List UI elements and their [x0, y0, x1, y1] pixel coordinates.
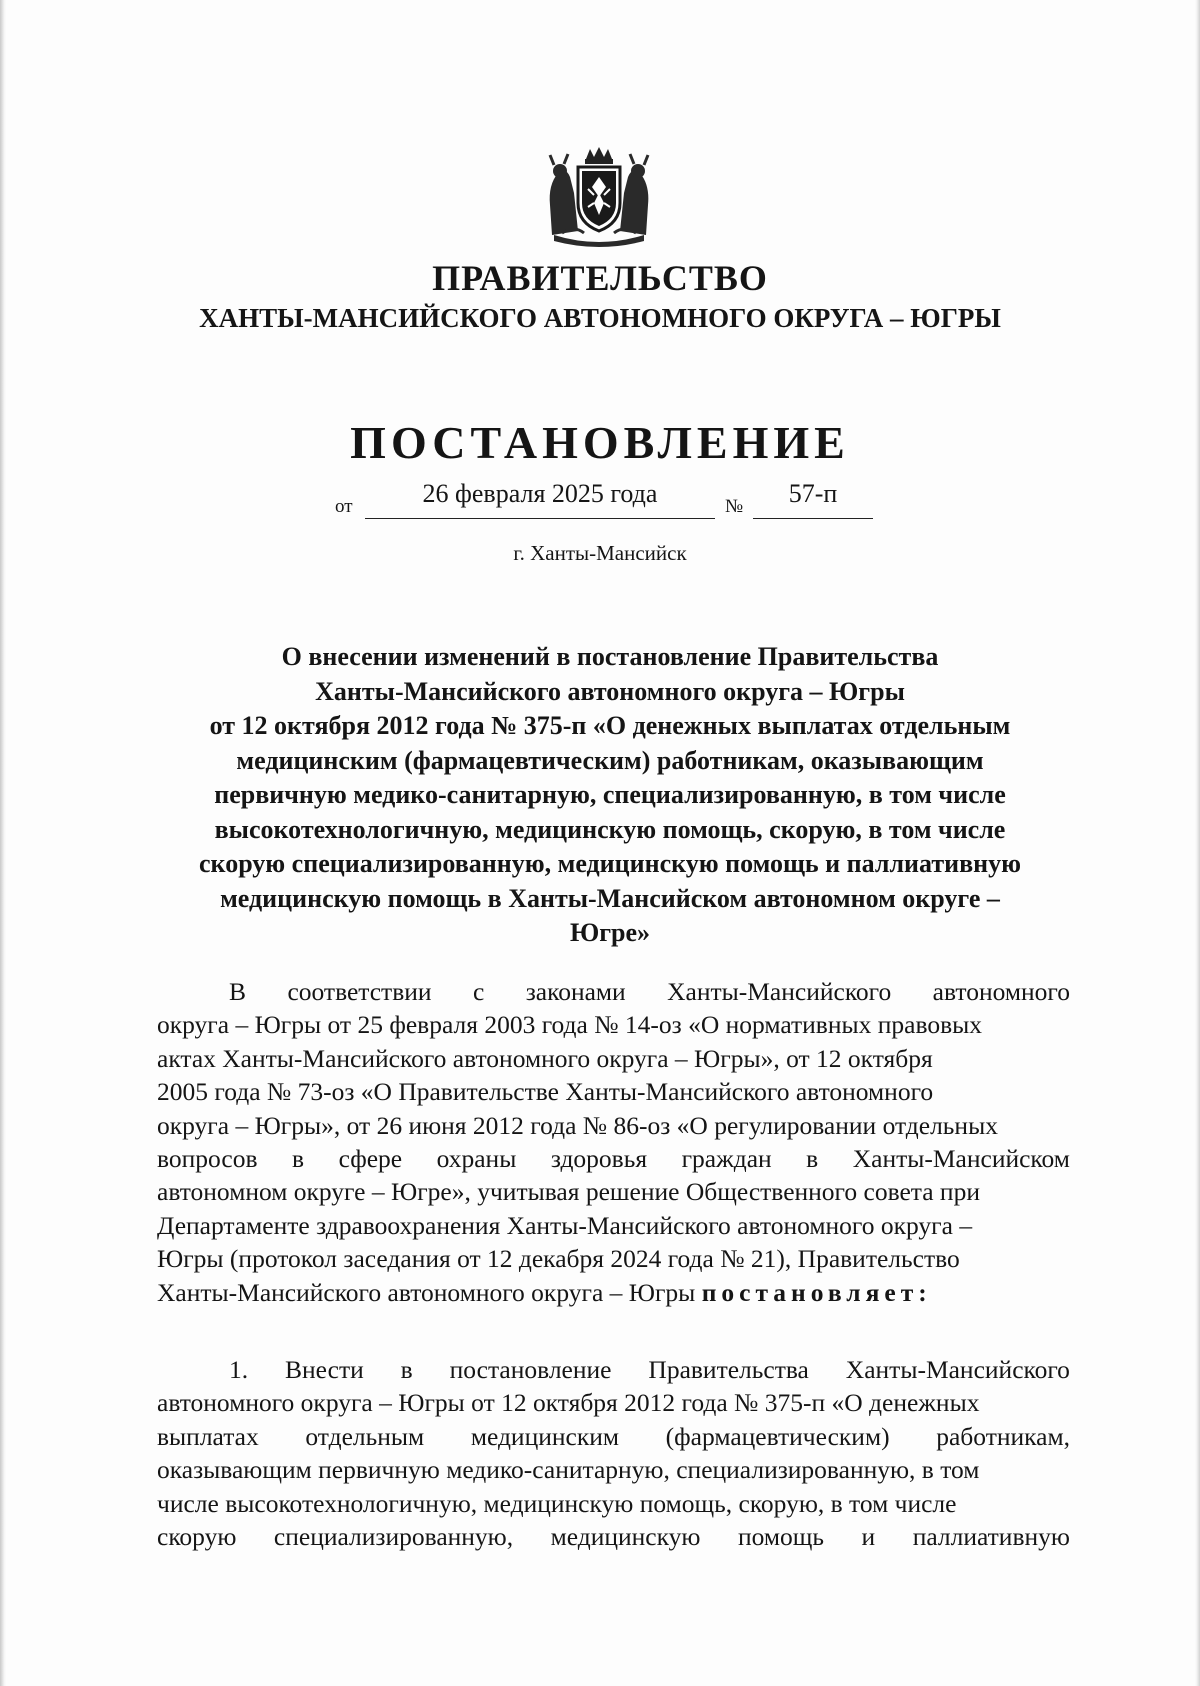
subject-line: медицинским (фармацевтическим) работникам, оказывающим — [236, 745, 984, 775]
body-line: 2005 года № 73-оз «О Правительстве Ханты-Мансийского автономного — [157, 1077, 934, 1107]
document-subject — [150, 640, 1070, 951]
subject-line: от 12 октября 2012 года № 375-п «О денежных выплатах отдельным — [209, 711, 1011, 740]
clause-1-paragraph — [157, 1353, 1070, 1553]
preamble-paragraph — [157, 975, 1070, 1309]
document-date: 26 февраля 2025 года — [365, 474, 715, 519]
subject-line: скорую специализированную, медицинскую помощь и паллиативную — [199, 849, 1021, 878]
body-line — [157, 1276, 1070, 1309]
body-line: автономного округа – Югры от 12 октября 2012 года № 375-п «О денежных — [157, 1388, 980, 1418]
date-prefix: от — [335, 496, 353, 517]
region-subtitle: ХАНТЫ-МАНСИЙСКОГО АВТОНОМНОГО ОКРУГА – ЮГРЫ — [199, 303, 1001, 333]
body-line: 1. Внести в постановление Правительства Ханты-Мансийского — [229, 1355, 1070, 1384]
body-line: Департаменте здравоохранения Ханты-Мансийского автономного округа – — [157, 1210, 973, 1240]
subject-line: Югре» — [569, 918, 651, 947]
body-line: автономном округе – Югре», учитывая решение Общественного совета при — [157, 1177, 980, 1207]
date-number-row — [335, 474, 895, 524]
coat-of-arms-icon — [544, 145, 654, 247]
body-line: числе высокотехнологичную, медицинскую помощь, скорую, в том числе — [157, 1488, 957, 1518]
number-prefix: № — [725, 496, 744, 517]
subject-line: Ханты-Мансийского автономного округа – Югры — [315, 676, 905, 706]
government-title: ПРАВИТЕЛЬСТВО — [432, 258, 768, 298]
body-line-start: Ханты-Мансийского автономного округа – Югры — [157, 1277, 702, 1307]
body-line: округа – Югры от 25 февраля 2003 года № 14-оз «О нормативных правовых — [157, 1010, 983, 1040]
body-line: оказывающим первичную медико-санитарную, специализированную, в том — [157, 1455, 980, 1485]
body-line: В соответствии с законами Ханты-Мансийского автономного — [229, 977, 1070, 1006]
scan-edge-left — [0, 0, 6, 1686]
body-line: Югры (протокол заседания от 12 декабря 2024 года № 21), Правительство — [157, 1244, 960, 1274]
body-line: вопросов в сфере охраны здоровья граждан в Ханты-Мансийском — [157, 1144, 1070, 1174]
body-line: округа – Югры», от 26 июня 2012 года № 86-оз «О регулировании отдельных — [157, 1110, 998, 1140]
body-line: скорую специализированную, медицинскую помощь и паллиативную — [157, 1522, 1070, 1552]
subject-line: высокотехнологичную, медицинскую помощь, скорую, в том числе — [214, 814, 1006, 844]
document-type: ПОСТАНОВЛЕНИЕ — [350, 417, 850, 468]
body-line: выплатах отдельным медицинским (фармацевтическим) работникам, — [157, 1421, 1070, 1451]
decree-word: постановляет: — [701, 1277, 932, 1307]
scan-edge-right — [1195, 0, 1200, 1686]
subject-line: О внесении изменений в постановление Правительства — [281, 642, 939, 671]
city-name: г. Ханты-Мансийск — [513, 541, 687, 565]
body-line: актах Ханты-Мансийского автономного округа – Югры», от 12 октября — [157, 1043, 933, 1073]
subject-line: первичную медико-санитарную, специализированную, в том числе — [214, 780, 1006, 809]
document-number: 57-п — [753, 474, 873, 519]
subject-line: медицинскую помощь в Ханты-Мансийском автономном округе – — [220, 883, 1000, 913]
